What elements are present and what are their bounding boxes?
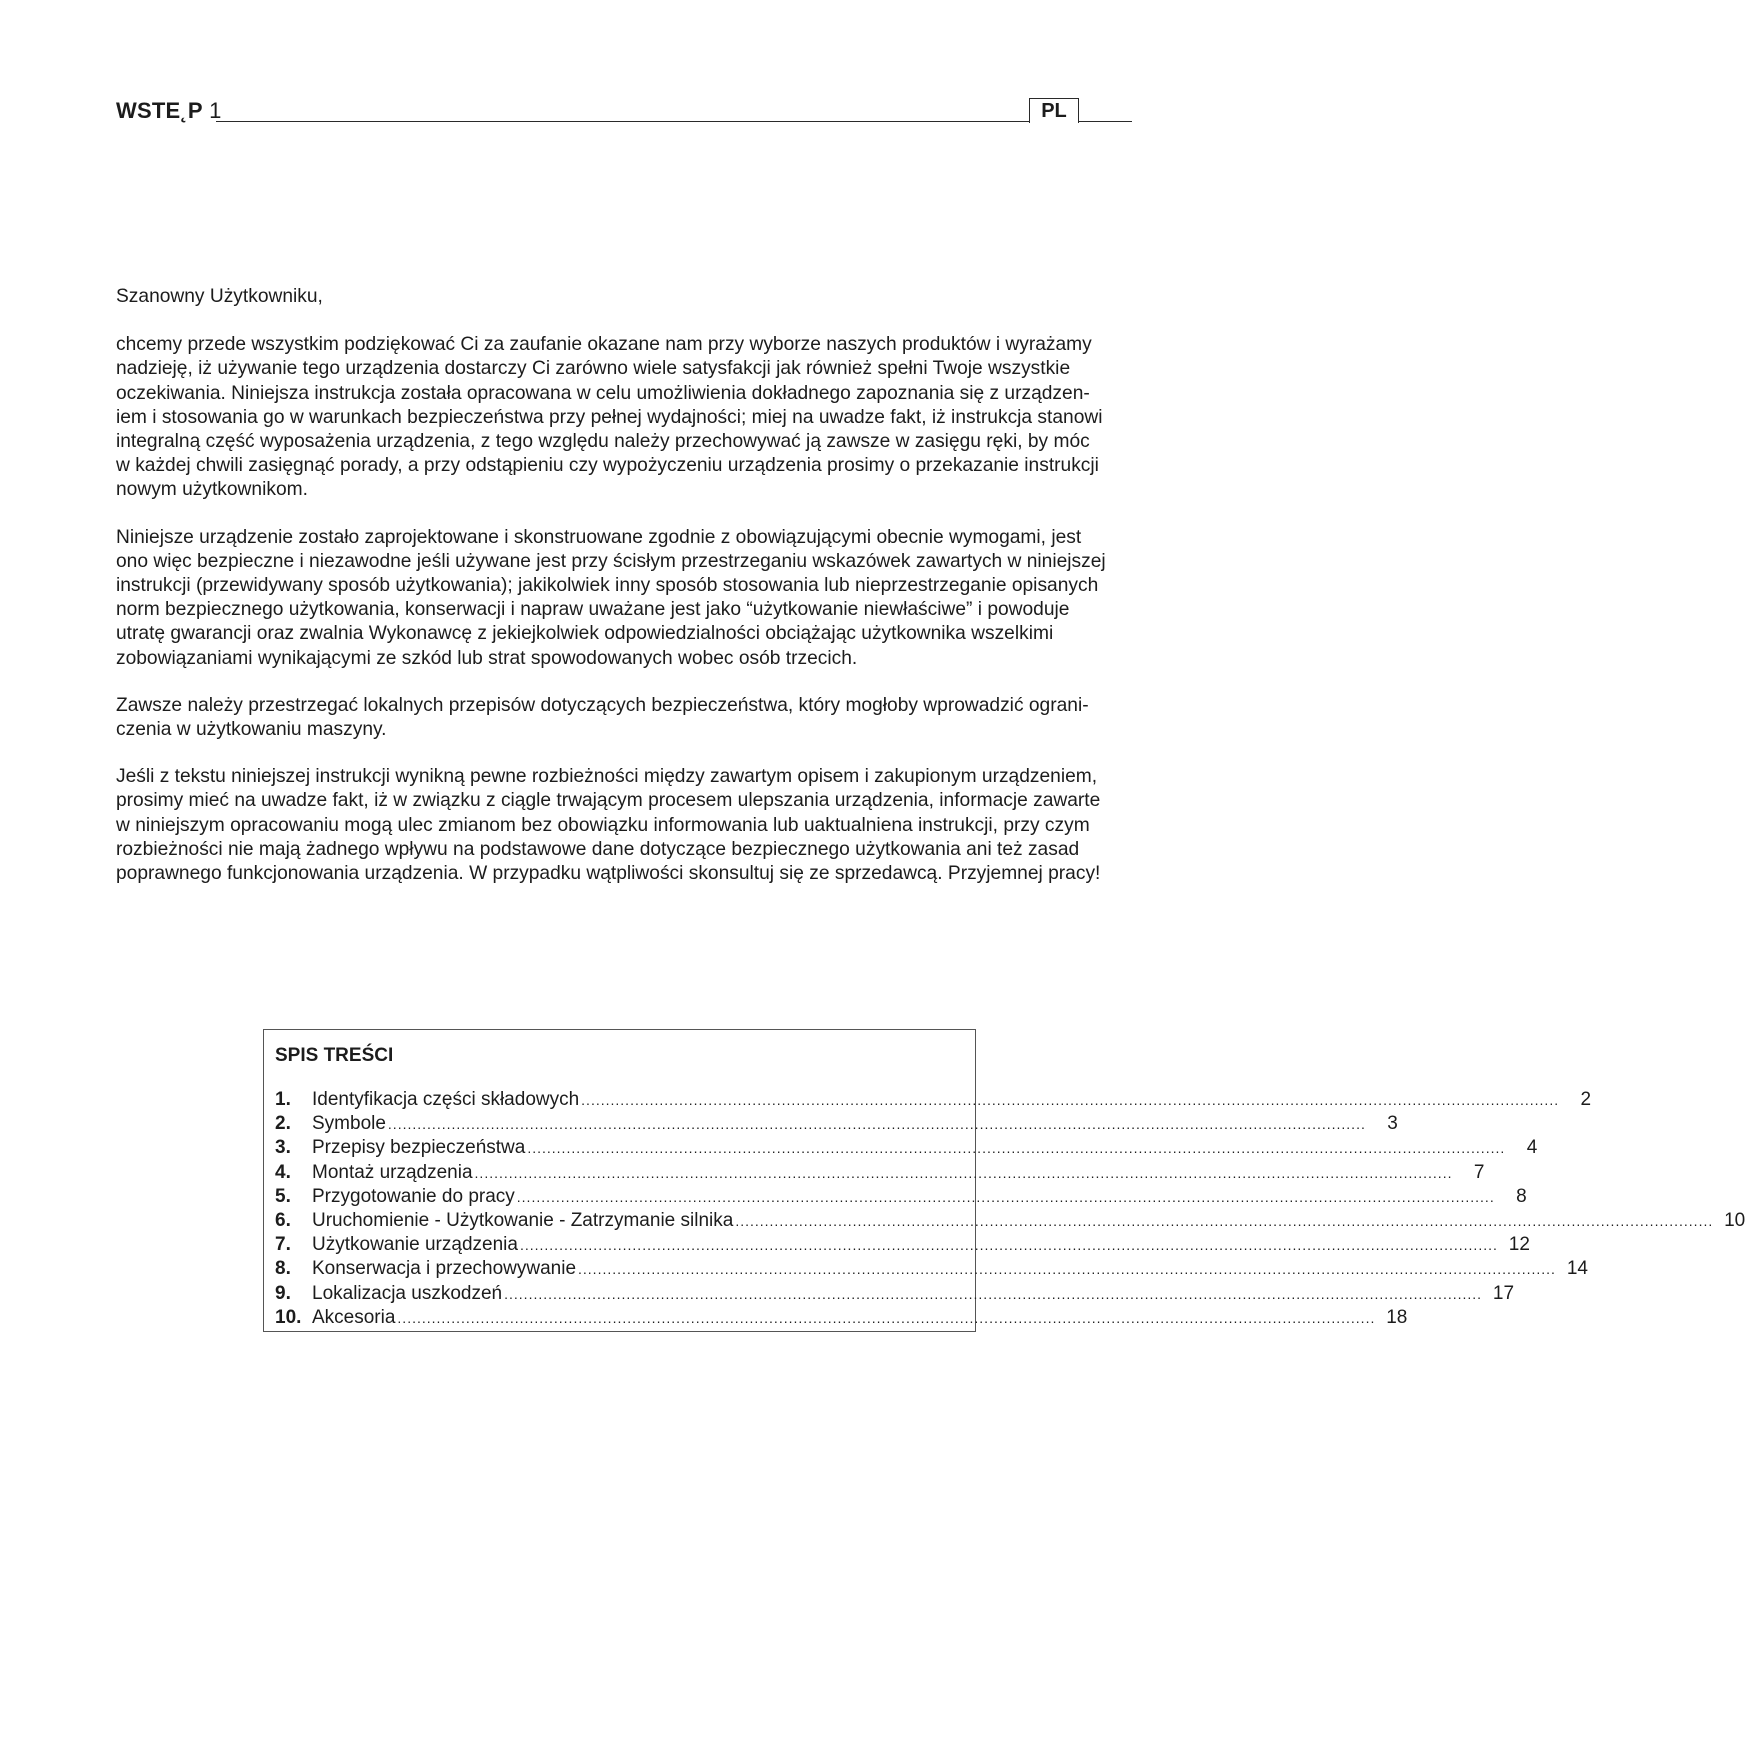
- toc-entry-page: 2: [1580, 1089, 1592, 1110]
- toc-entry: [275, 1112, 1398, 1136]
- toc-entry-number: 10.: [275, 1306, 302, 1328]
- paragraph-line: Zawsze należy przestrzegać lokalnych przepisów dotyczących bezpieczeństwa, który mogłoby wprowadzić ograni-: [116, 694, 1089, 716]
- section-number: 1: [209, 98, 222, 123]
- toc-entry-page: 14: [1566, 1258, 1588, 1280]
- toc-entry-label: Montaż urządzenia: [312, 1161, 473, 1183]
- toc-entry: [275, 1306, 1408, 1330]
- toc-entry-page: 18: [1386, 1306, 1408, 1328]
- paragraph-line: czenia w użytkowaniu maszyny.: [116, 719, 387, 741]
- toc-entry-page: 17: [1492, 1282, 1515, 1304]
- paragraph: [116, 765, 1141, 886]
- paragraph-line: norm bezpiecznego użytkowania, konserwacji i napraw uważane jest jako “użytkowanie niewłaściwe” i powoduje: [116, 599, 1070, 621]
- toc-entry-number: 5.: [275, 1185, 291, 1207]
- toc-entry-label: Akcesoria: [312, 1306, 396, 1328]
- toc-entry-label: Przygotowanie do pracy: [312, 1185, 515, 1207]
- toc-title: SPIS TREŚCI: [275, 1045, 394, 1066]
- toc-entry-label: Lokalizacja uszkodzeń: [312, 1282, 503, 1304]
- toc-entry-number: 3.: [275, 1137, 291, 1159]
- toc-entry-label: Użytkowanie urządzenia: [312, 1234, 518, 1256]
- paragraph-line: Niniejsze urządzenie zostało zaprojektowane i skonstruowane zgodnie z obowiązującymi obecnie wymogami, jest: [116, 526, 1082, 548]
- toc-entry: [275, 1136, 1538, 1160]
- intro-text: [116, 285, 1141, 909]
- toc-leader-dots: ........................................................................................................................................................................................................: [516, 1188, 1495, 1205]
- paragraph-line: prosimy mieć na uwadze fakt, iż w związku z ciągle trwającym procesem ulepszania urządzenia, informacje zawarte: [116, 790, 1101, 812]
- paragraph-container: [116, 333, 1141, 886]
- toc-entry: [275, 1257, 1588, 1281]
- paragraph-line: chcemy przede wszystkim podziękować Ci za zaufanie okazane nam przy wyborze naszych produktów i wyrażamy: [116, 334, 1092, 356]
- toc-entry-label: Identyfikacja części składowych: [312, 1089, 580, 1110]
- paragraph-line: nadzieję, iż używanie tego urządzenia dostarczy Ci zarówno wiele satysfakcji jak również spełni Twoje wszystkie: [116, 358, 1071, 380]
- paragraph-line: rozbieżności nie mają żadnego wpływu na podstawowe dane dotyczące bezpiecznego użytkowania ani też zasad: [116, 838, 1080, 860]
- toc-entry-label: Symbole: [312, 1113, 386, 1135]
- toc-entry: [275, 1088, 1592, 1112]
- toc-entry-label: Przepisy bezpieczeństwa: [312, 1137, 526, 1159]
- toc-entry-page: 8: [1516, 1185, 1527, 1207]
- toc-list: [275, 1088, 1745, 1330]
- paragraph-line: w niniejszym opracowaniu mogą ulec zmianom bez obowiązku informowania lub uaktualniena instrukcji, przy czym: [116, 814, 1090, 836]
- toc-entry-page: 4: [1526, 1137, 1538, 1159]
- toc-leader-dots: ........................................................................................................................................................................................................: [527, 1140, 1506, 1157]
- toc-entry: [275, 1209, 1745, 1233]
- toc-entry-page: 10: [1724, 1209, 1745, 1231]
- toc-leader-dots: ........................................................................................................................................................................................................: [735, 1212, 1714, 1229]
- toc-leader-dots: ........................................................................................................................................................................................................: [397, 1309, 1376, 1326]
- toc-leader-dots: ........................................................................................................................................................................................................: [504, 1285, 1483, 1302]
- paragraph: [116, 526, 1141, 671]
- toc-entry-number: 6.: [275, 1209, 291, 1231]
- section-title-word: WSTE˛P: [116, 98, 203, 123]
- toc-entry-number: 2.: [275, 1113, 291, 1135]
- paragraph: [116, 694, 1141, 742]
- paragraph-line: instrukcji (przewidywany sposób użytkowania); jakikolwiek inny sposób stosowania lub nieprzestrzeganie opisanych: [116, 575, 1099, 597]
- toc-entry-page: 7: [1473, 1161, 1485, 1183]
- toc-entry-number: 9.: [275, 1282, 291, 1304]
- paragraph-line: poprawnego funkcjonowania urządzenia. W przypadku wątpliwości skonsultuj się ze sprzedawcą. Przyjemnej pracy!: [116, 863, 1101, 885]
- language-badge: PL: [1029, 98, 1079, 123]
- toc-leader-dots: ........................................................................................................................................................................................................: [578, 1261, 1556, 1278]
- toc-entry-number: 4.: [275, 1161, 291, 1183]
- paragraph-line: zobowiązaniami wynikającymi ze szkód lub strat spowodowanych wobec osób trzecich.: [116, 647, 858, 669]
- toc-entry-label: Konserwacja i przechowywanie: [312, 1258, 577, 1280]
- paragraph-line: integralną część wyposażenia urządzenia, z tego względu należy przechowywać ją zawsze w zasięgu ręki, by móc: [116, 431, 1090, 453]
- header-divider: [216, 121, 1132, 122]
- toc-entry-label: Uruchomienie - Użytkowanie - Zatrzymanie silnika: [312, 1209, 734, 1231]
- paragraph-line: oczekiwania. Niniejsza instrukcja została opracowana w celu umożliwienia dokładnego zapoznania się z urządzen-: [116, 382, 1090, 404]
- toc-entry-page: 12: [1508, 1234, 1530, 1256]
- toc-entry-number: 1.: [275, 1089, 291, 1110]
- toc-entry: [275, 1161, 1485, 1185]
- page-header: [116, 92, 1132, 124]
- paragraph-line: iem i stosowania go w warunkach bezpieczeństwa przy pełnej wydajności; miej na uwadze fakt, iż instrukcja stanowi: [116, 406, 1103, 428]
- greeting: Szanowny Użytkowniku,: [116, 286, 323, 307]
- toc-entry-number: 7.: [275, 1234, 291, 1256]
- toc-entry: [275, 1233, 1530, 1257]
- toc-entry: [275, 1282, 1515, 1306]
- paragraph-line: w każdej chwili zasięgnąć porady, a przy odstąpieniu czy wypożyczeniu urządzenia prosimy o przekazanie instrukcji: [116, 455, 1099, 477]
- toc-leader-dots: ........................................................................................................................................................................................................: [387, 1116, 1366, 1133]
- section-title: [116, 98, 222, 124]
- toc-entry-page: 3: [1387, 1113, 1398, 1135]
- toc-leader-dots: ........................................................................................................................................................................................................: [581, 1092, 1560, 1108]
- paragraph: [116, 333, 1141, 502]
- paragraph-line: nowym użytkownikom.: [116, 479, 308, 501]
- toc-leader-dots: ........................................................................................................................................................................................................: [474, 1164, 1453, 1181]
- toc-entry-number: 8.: [275, 1258, 291, 1280]
- table-of-contents: [263, 1029, 1745, 1332]
- toc-leader-dots: ........................................................................................................................................................................................................: [519, 1237, 1498, 1254]
- paragraph-line: utratę gwarancji oraz zwalnia Wykonawcę z jekiejkolwiek odpowiedzialności obciążając użytkownika wszelkimi: [116, 623, 1054, 645]
- toc-entry: [275, 1185, 1527, 1209]
- paragraph-line: Jeśli z tekstu niniejszej instrukcji wynikną pewne rozbieżności między zawartym opisem i zakupionym urządzeniem,: [116, 766, 1098, 788]
- paragraph-line: ono więc bezpieczne i niezawodne jeśli używane jest przy ścisłym przestrzeganiu wskazówek zawartych w niniejszej: [116, 550, 1106, 572]
